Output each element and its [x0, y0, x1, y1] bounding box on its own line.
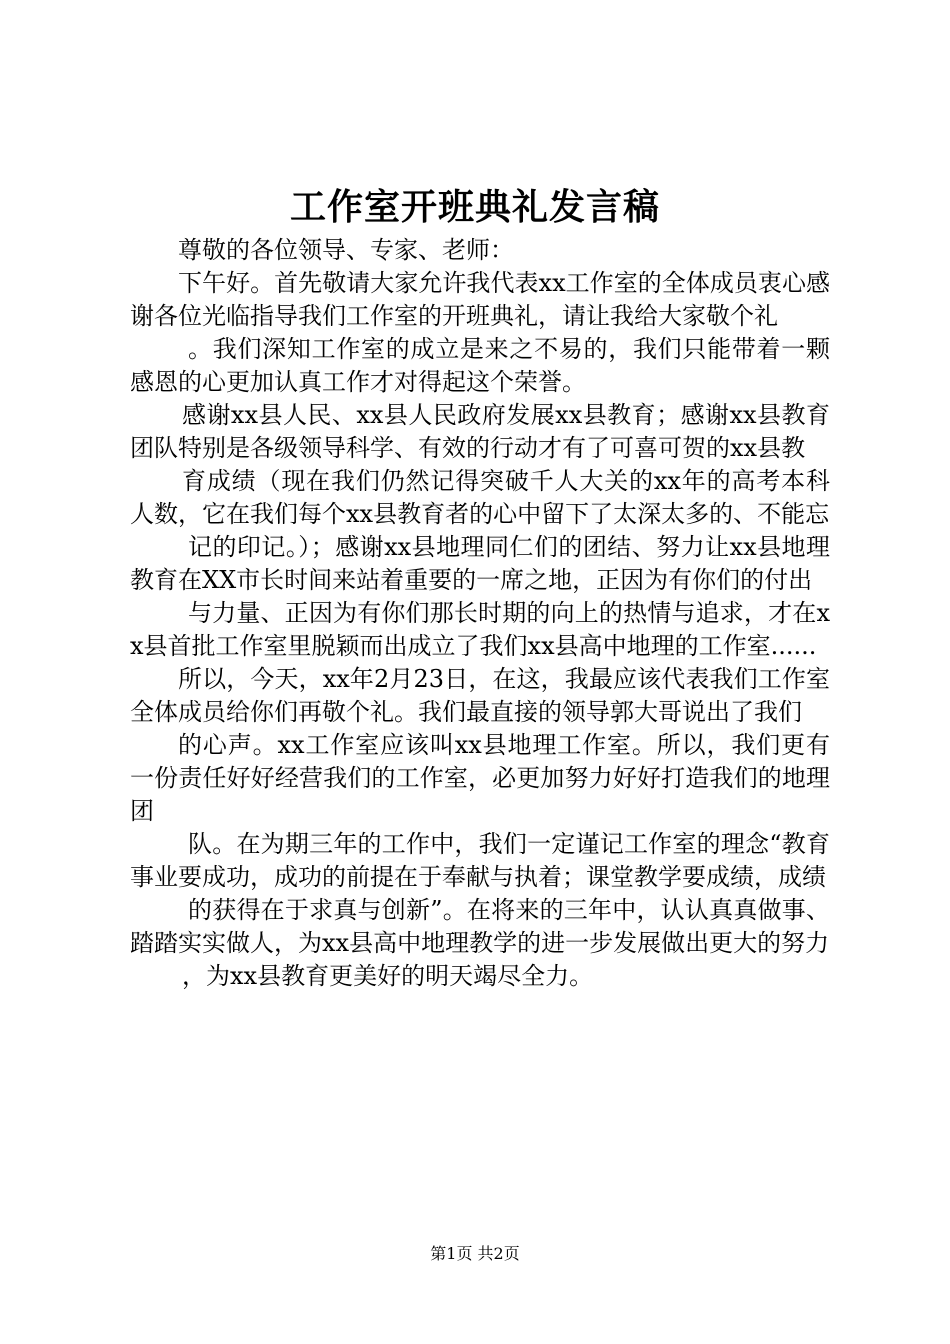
paragraph: ，为xx县教育更美好的明天竭尽全力。 — [182, 962, 594, 990]
page-number-footer: 第1页 共2页 — [430, 1244, 520, 1263]
paragraph: 下午好。首先敬请大家允许我代表xx工作室的全体成员衷心感谢各位光临指导我们工作室的开班典礼，请让我给大家敬个礼 — [130, 269, 830, 330]
paragraph-salutation: 尊敬的各位领导、专家、老师： — [178, 236, 514, 264]
paragraph: 育成绩（现在我们仍然记得突破千人大关的xx年的高考本科人数，它在我们每个xx县教育者的心中留下了太深太多的、不能忘 — [130, 467, 830, 528]
document-body — [130, 234, 830, 993]
paragraph: 的获得在于求真与创新”。在将来的三年中，认认真真做事、踏踏实实做人，为xx县高中地理教学的进一步发展做出更大的努力 — [130, 896, 830, 957]
paragraph: 的心声。xx工作室应该叫xx县地理工作室。所以，我们更有一份责任好好经营我们的工作室，必更加努力好好打造我们的地理团 — [130, 731, 830, 825]
paragraph: 感谢xx县人民、xx县人民政府发展xx县教育；感谢xx县教育团队特别是各级领导科学、有效的行动才有了可喜可贺的xx县教 — [130, 401, 830, 462]
document-title: 工作室开班典礼发言稿 — [289, 187, 660, 228]
paragraph: 与力量、正因为有你们那长时期的向上的热情与追求，才在xx县首批工作室里脱颖而出成立了我们xx县高中地理的工作室...... — [130, 599, 830, 660]
paragraph: 所以，今天，xx年2月23日，在这，我最应该代表我们工作室全体成员给你们再敬个礼。我们最直接的领导郭大哥说出了我们 — [130, 665, 830, 726]
paragraph: 。我们深知工作室的成立是来之不易的，我们只能带着一颗感恩的心更加认真工作才对得起这个荣誉。 — [130, 335, 830, 396]
paragraph: 队。在为期三年的工作中，我们一定谨记工作室的理念“教育事业要成功，成功的前提在于奉献与执着；课堂教学要成绩，成绩 — [130, 830, 830, 891]
paragraph: 记的印记。）；感谢xx县地理同仁们的团结、努力让xx县地理教育在XX市长时间来站着重要的一席之地，正因为有你们的付出 — [130, 533, 830, 594]
